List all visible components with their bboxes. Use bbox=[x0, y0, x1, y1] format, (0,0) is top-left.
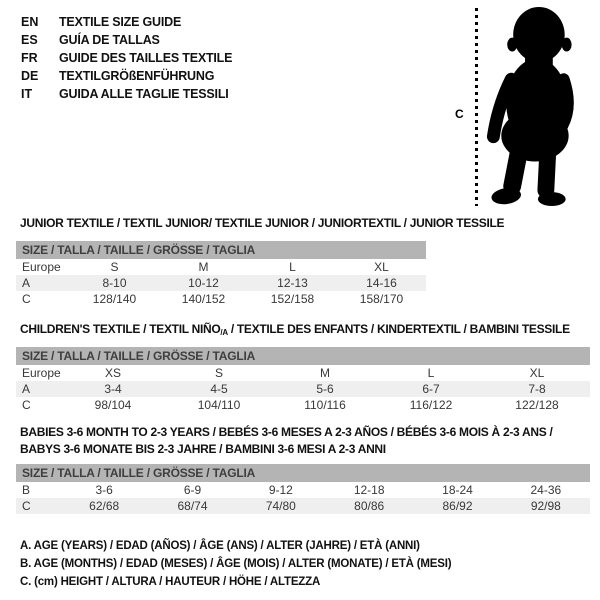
size-cell: 3-4 bbox=[104, 382, 122, 396]
table-row-height bbox=[16, 397, 590, 413]
size-cell: 104/110 bbox=[197, 398, 241, 412]
row-label: C bbox=[22, 292, 31, 306]
language-code: FR bbox=[21, 51, 38, 65]
row-label: Europe bbox=[22, 260, 61, 274]
size-cell: 86/92 bbox=[442, 499, 473, 513]
size-cell: M bbox=[198, 260, 209, 274]
size-cell: 5-6 bbox=[316, 382, 334, 396]
row-label: B bbox=[22, 483, 31, 497]
table-row-months bbox=[16, 482, 590, 498]
size-cell: S bbox=[110, 260, 119, 274]
language-code: ES bbox=[21, 33, 38, 47]
section-title-subscript: /A bbox=[220, 328, 228, 337]
size-cell: 110/116 bbox=[304, 398, 346, 412]
size-cell: L bbox=[427, 366, 435, 380]
size-cell: 24-36 bbox=[530, 483, 562, 497]
size-cell: 122/128 bbox=[515, 398, 559, 412]
size-cell: XS bbox=[104, 366, 121, 380]
language-title: GUIDE DES TAILLES TEXTILE bbox=[59, 51, 233, 65]
height-measure-label: C bbox=[455, 107, 464, 121]
size-cell: 98/104 bbox=[94, 398, 132, 412]
section-title-line2: BABYS 3-6 MONATE BIS 2-3 JAHRE / BAMBINI 3-6 MESI A 2-3 ANNI bbox=[20, 442, 386, 456]
section-title-junior: JUNIOR TEXTILE / TEXTIL JUNIOR/ TEXTILE JUNIOR / JUNIORTEXTIL / JUNIOR TESSILE bbox=[20, 216, 505, 230]
size-cell: 12-13 bbox=[277, 276, 308, 290]
language-code: EN bbox=[21, 15, 39, 29]
size-cell: 80/86 bbox=[354, 499, 385, 513]
footnote-a: A. AGE (YEARS) / EDAD (AÑOS) / ÂGE (ANS) / ALTER (JAHRE) / ETÀ (ANNI) bbox=[20, 540, 420, 552]
size-cell: 128/140 bbox=[92, 292, 137, 306]
language-row bbox=[21, 31, 232, 49]
table-row-height bbox=[16, 291, 426, 307]
size-cell: 68/74 bbox=[177, 499, 208, 513]
section-title-babies bbox=[20, 424, 552, 458]
table-row-age bbox=[16, 275, 426, 291]
babies-size-table bbox=[16, 464, 590, 514]
language-title: GUIDA ALLE TAGLIE TESSILI bbox=[59, 87, 229, 101]
size-cell: 10-12 bbox=[188, 276, 219, 290]
row-label: A bbox=[22, 382, 31, 396]
size-cell: 74/80 bbox=[265, 499, 296, 513]
size-header-band: SIZE / TALLA / TAILLE / GRÖSSE / TAGLIA bbox=[16, 464, 590, 482]
language-code: DE bbox=[21, 69, 39, 83]
language-row bbox=[21, 67, 232, 85]
language-title: TEXTILGRÖßENFÜHRUNG bbox=[59, 69, 215, 83]
table-row-europe bbox=[16, 365, 590, 381]
language-title: TEXTILE SIZE GUIDE bbox=[59, 15, 182, 29]
size-cell: 7-8 bbox=[528, 382, 546, 396]
height-measure-line bbox=[475, 8, 478, 206]
size-cell: 8-10 bbox=[102, 276, 127, 290]
size-cell: 4-5 bbox=[210, 382, 228, 396]
size-cell: XL bbox=[374, 260, 389, 274]
size-cell: S bbox=[214, 366, 223, 380]
section-title-text: CHILDREN'S TEXTILE / TEXTIL NIÑO bbox=[20, 322, 221, 336]
section-title-children bbox=[20, 322, 570, 337]
footnote-c: C. (cm) HEIGHT / ALTURA / HAUTEUR / HÖHE / ALTEZZA bbox=[20, 576, 321, 588]
baby-silhouette-icon bbox=[483, 4, 579, 208]
legend-notes bbox=[20, 537, 451, 591]
language-row bbox=[21, 13, 232, 31]
size-cell: 3-6 bbox=[95, 483, 113, 497]
language-title: GUÍA DE TALLAS bbox=[59, 33, 160, 47]
language-code: IT bbox=[21, 87, 33, 101]
size-cell: 12-18 bbox=[353, 483, 385, 497]
size-cell: 158/170 bbox=[359, 292, 404, 306]
table-row-age bbox=[16, 381, 590, 397]
size-cell: 6-7 bbox=[422, 382, 440, 396]
size-cell: L bbox=[289, 260, 296, 274]
size-cell: M bbox=[320, 366, 330, 380]
size-cell: XL bbox=[529, 366, 545, 380]
footnote-b: B. AGE (MONTHS) / EDAD (MESES) / ÂGE (MOIS) / ALTER (MONATE) / ETÀ (MESI) bbox=[20, 558, 452, 570]
size-cell: 6-9 bbox=[183, 483, 202, 497]
language-row bbox=[21, 49, 232, 67]
size-cell: 62/68 bbox=[89, 499, 120, 513]
row-label: C bbox=[22, 499, 31, 513]
size-cell: 116/122 bbox=[409, 398, 453, 412]
table-row-europe bbox=[16, 259, 426, 275]
size-cell: 9-12 bbox=[268, 483, 293, 497]
language-list bbox=[21, 13, 232, 103]
language-row bbox=[21, 85, 232, 103]
size-header-band: SIZE / TALLA / TAILLE / GRÖSSE / TAGLIA bbox=[16, 347, 590, 365]
section-title-text: / TEXTILE DES ENFANTS / KINDERTEXTIL / BAMBINI TESSILE bbox=[227, 322, 570, 336]
table-row-height bbox=[16, 498, 590, 514]
size-cell: 18-24 bbox=[442, 483, 473, 497]
size-cell: 152/158 bbox=[270, 292, 315, 306]
size-cell: 92/98 bbox=[530, 499, 561, 513]
row-label: A bbox=[22, 276, 31, 290]
row-label: C bbox=[22, 398, 31, 412]
row-label: Europe bbox=[22, 366, 61, 380]
size-cell: 14-16 bbox=[366, 276, 397, 290]
junior-size-table bbox=[16, 241, 426, 307]
section-title-line1: BABIES 3-6 MONTH TO 2-3 YEARS / BEBÉS 3-6 MESES A 2-3 AÑOS / BÉBÉS 3-6 MOIS À 2-3 ANS / bbox=[20, 425, 553, 439]
children-size-table bbox=[16, 347, 590, 413]
size-cell: 140/152 bbox=[181, 292, 226, 306]
size-header-band: SIZE / TALLA / TAILLE / GRÖSSE / TAGLIA bbox=[16, 241, 426, 259]
